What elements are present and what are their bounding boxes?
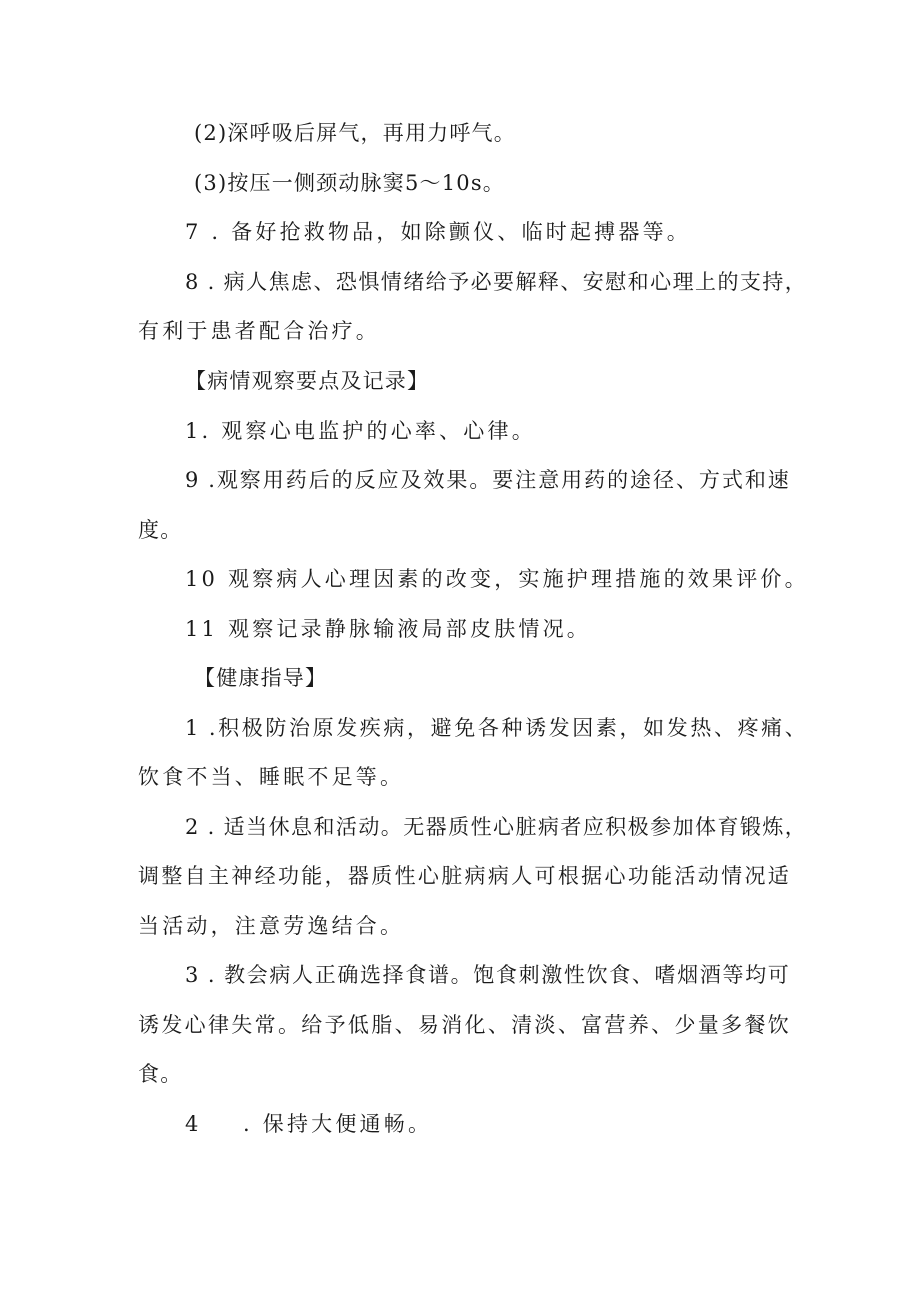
text-line-carotid-sinus: (3)按压一侧颈动脉窦5～10s。 <box>194 171 506 195</box>
text-line-observe-1: 1. 观察心电监护的心率、心律。 <box>185 419 536 443</box>
text-line-health-2-cont-a: 调整自主神经功能，器质性心脏病病人可根据心功能活动情况适 <box>138 864 790 888</box>
text-line-health-2: 2 . 适当休息和活动。无器质性心脏病者应积极参加体育锻炼， <box>185 815 807 839</box>
text-line-health-4: . 保持大便通畅。 <box>243 1112 433 1136</box>
text-line-health-3: 3 . 教会病人正确选择食谱。饱食刺激性饮食、嗜烟酒等均可 <box>185 963 790 987</box>
text-line-item-8: 8 . 病人焦虑、恐惧情绪给予必要解释、安慰和心理上的支持， <box>185 270 807 294</box>
section-heading-health: 【健康指导】 <box>194 666 328 690</box>
text-line-health-4-number: 4 <box>185 1112 200 1136</box>
text-line-observe-9-cont: 度。 <box>138 518 183 542</box>
text-line-health-1: 1 .积极防治原发疾病，避免各种诱发因素，如发热、疼痛、 <box>185 716 807 740</box>
text-line-breathing: (2)深呼吸后屏气，再用力呼气。 <box>194 121 516 145</box>
text-line-observe-10: 10 观察病人心理因素的改变，实施护理措施的效果评价。 <box>185 567 809 591</box>
text-line-health-2-cont-b: 当活动，注意劳逸结合。 <box>138 914 405 938</box>
text-line-item-7: 7 . 备好抢救物品，如除颤仪、临时起搏器等。 <box>185 220 691 244</box>
section-heading-observation: 【病情观察要点及记录】 <box>185 369 430 393</box>
text-line-health-1-cont: 饮食不当、睡眠不足等。 <box>138 765 405 789</box>
text-line-health-3-cont-b: 食。 <box>138 1062 183 1086</box>
text-line-item-8-cont: 有利于患者配合治疗。 <box>138 319 380 343</box>
text-line-observe-9: 9 .观察用药后的反应及效果。要注意用药的途径、方式和速 <box>185 468 790 492</box>
text-line-observe-11: 11 观察记录静脉输液局部皮肤情况。 <box>185 617 591 641</box>
text-line-health-3-cont-a: 诱发心律失常。给予低脂、易消化、清淡、富营养、少量多餐饮 <box>138 1013 790 1037</box>
